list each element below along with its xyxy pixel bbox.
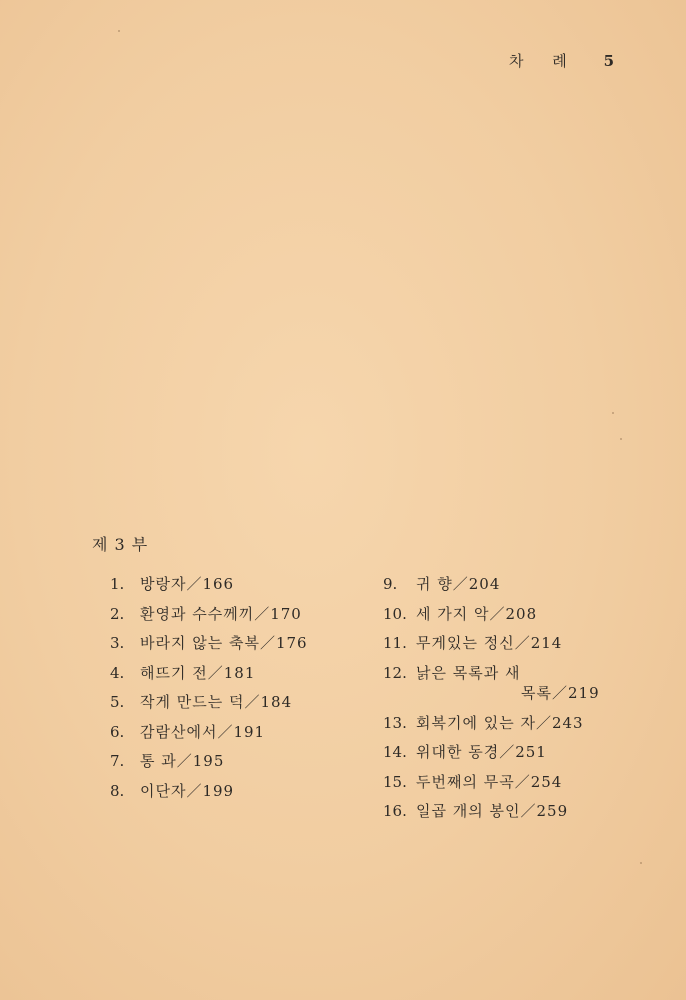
- entry-number: 16.: [383, 802, 407, 820]
- entry-title: 무게있는 정신／214: [416, 634, 563, 652]
- entry-title: 두번째의 무곡／254: [416, 772, 563, 791]
- toc-entry: [383, 600, 633, 630]
- toc-entry: [383, 797, 633, 827]
- toc-column-right: [383, 570, 633, 827]
- entry-number: 8.: [110, 781, 125, 800]
- entry-title: 위대한 동경／251: [416, 743, 547, 761]
- entry-number: 15.: [383, 772, 407, 791]
- toc-entry: [110, 600, 370, 630]
- entry-title: 작게 만드는 덕／184: [140, 693, 293, 711]
- entry-title: 해뜨기 전／181: [140, 663, 256, 682]
- entry-number: 11.: [383, 634, 407, 652]
- entry-number: 4.: [110, 663, 125, 682]
- entry-title: 회복기에 있는 자／243: [416, 713, 584, 732]
- paper-speck: [118, 30, 120, 32]
- toc-title: 차 례: [509, 52, 579, 70]
- entry-title: 낡은 목록과 새: [416, 663, 521, 682]
- paper-speck: [640, 862, 642, 864]
- entry-title: 방랑자／166: [140, 575, 235, 593]
- entry-number: 5.: [110, 693, 125, 711]
- toc-entry: [110, 629, 370, 659]
- entry-title: 바라지 않는 축복／176: [140, 634, 308, 652]
- entry-number: 10.: [383, 604, 407, 623]
- entry-title: 통 과／195: [140, 752, 225, 770]
- toc-entry: [383, 738, 633, 768]
- toc-entry: [110, 747, 370, 777]
- entry-number: 7.: [110, 752, 125, 770]
- toc-column-left: [110, 570, 370, 806]
- paper-speck: [620, 438, 622, 440]
- toc-entry: [110, 718, 370, 748]
- entry-title: 일곱 개의 봉인／259: [416, 802, 569, 820]
- entry-title: 세 가지 악／208: [416, 604, 538, 623]
- entry-number: 3.: [110, 634, 125, 652]
- entry-number: 2.: [110, 604, 125, 623]
- toc-entry: [383, 768, 633, 798]
- entry-number: 1.: [110, 575, 125, 593]
- toc-entry: [110, 570, 370, 600]
- running-head: [509, 50, 616, 71]
- toc-entry: [383, 659, 633, 709]
- entry-number: 6.: [110, 722, 125, 741]
- entry-title: 감람산에서／191: [140, 722, 266, 741]
- toc-entry: [383, 709, 633, 739]
- paper-speck: [612, 412, 614, 414]
- entry-number: 9.: [383, 575, 398, 593]
- entry-title: 귀 향／204: [416, 575, 501, 593]
- entry-number: 14.: [383, 743, 407, 761]
- entry-title-continued: 목록／219: [521, 683, 600, 702]
- toc-entry: [110, 659, 370, 689]
- entry-title: 환영과 수수께끼／170: [140, 604, 302, 623]
- entry-number: 13.: [383, 713, 407, 732]
- toc-entry: [110, 777, 370, 807]
- part-heading: 제 3 부: [92, 535, 149, 554]
- entry-number: 12.: [383, 663, 407, 682]
- toc-entry: [110, 688, 370, 718]
- toc-entry: [383, 629, 633, 659]
- toc-entry: [383, 570, 633, 600]
- page-number: 5: [603, 52, 616, 70]
- entry-title: 이단자／199: [140, 781, 235, 800]
